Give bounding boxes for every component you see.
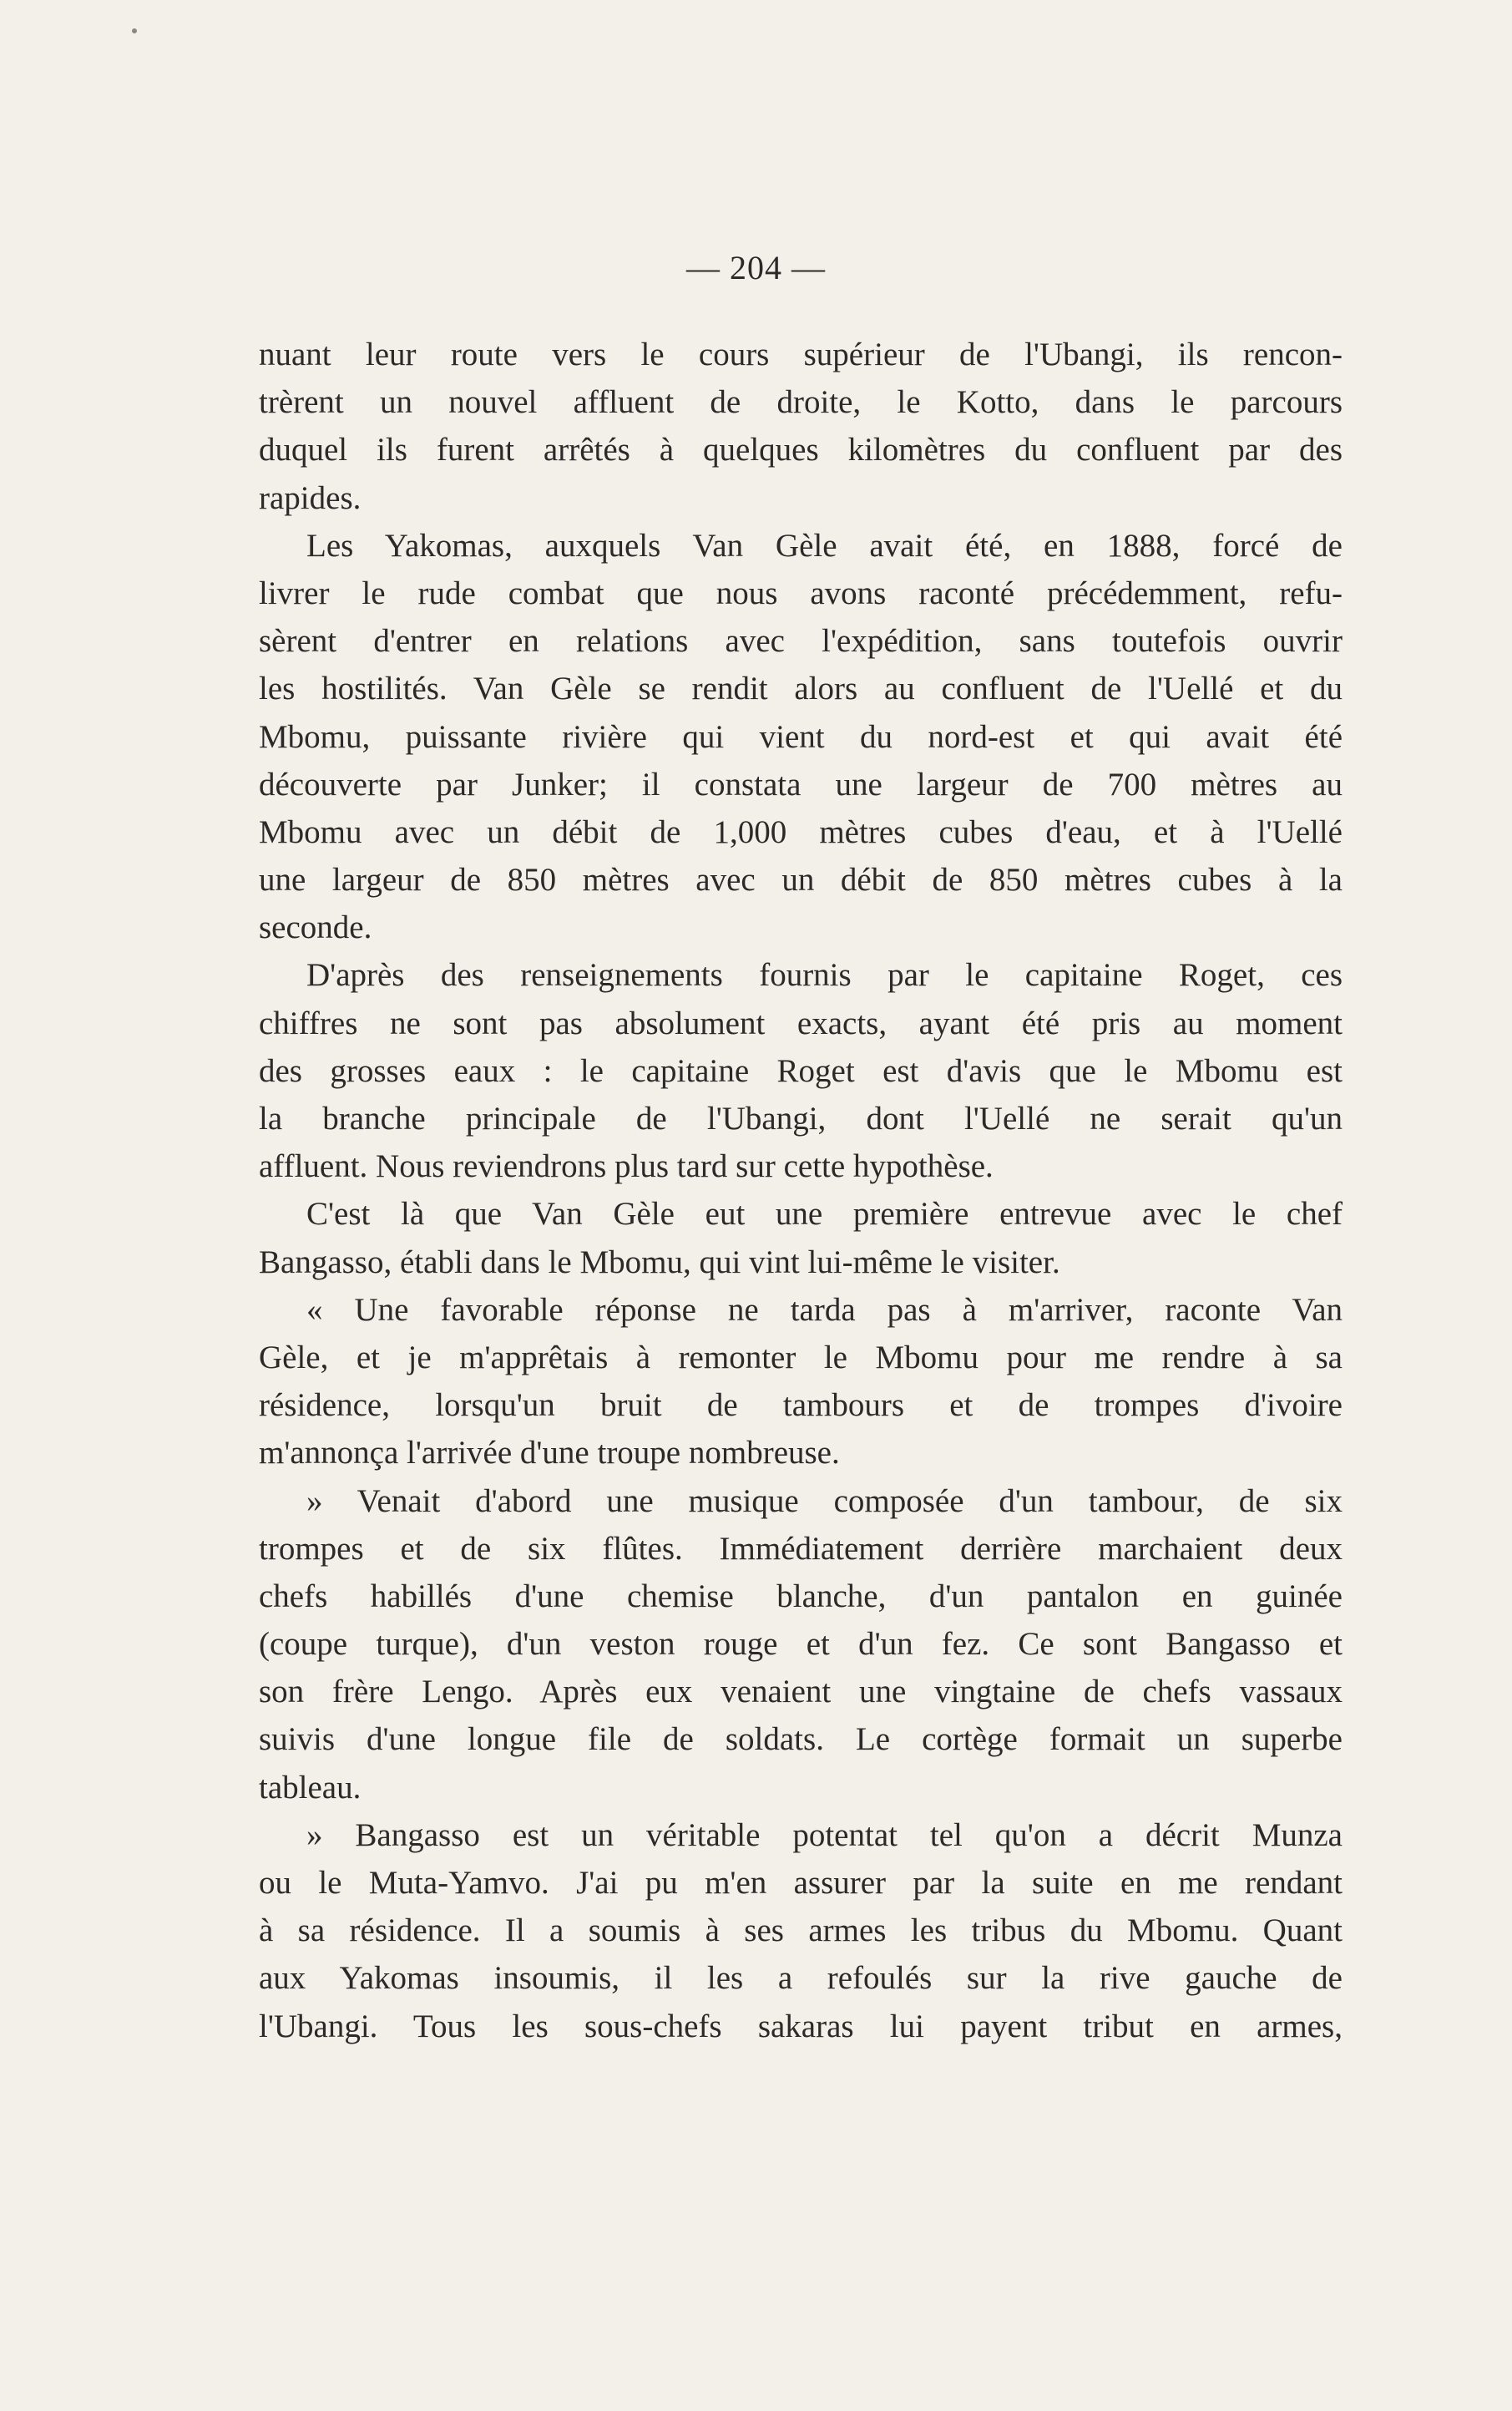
text-line: livrer le rude combat que nous avons raconté précédemment, refu- xyxy=(259,575,1343,611)
text-line: seconde. xyxy=(259,909,372,946)
text-line: à sa résidence. Il a soumis à ses armes les tribus du Mbomu. Quant xyxy=(259,1912,1343,1949)
text-line: » Venait d'abord une musique composée d'un tambour, de six xyxy=(306,1482,1343,1519)
text-line: ou le Muta-Yamvo. J'ai pu m'en assurer par la suite en me rendant xyxy=(259,1865,1343,1901)
text-line: D'après des renseignements fournis par le capitaine Roget, ces xyxy=(306,957,1343,994)
text-line: m'annonça l'arrivée d'une troupe nombreuse. xyxy=(259,1435,840,1471)
text-line: affluent. Nous reviendrons plus tard sur cette hypothèse. xyxy=(259,1148,994,1185)
text-line: « Une favorable réponse ne tarda pas à m'arriver, raconte Van xyxy=(306,1291,1343,1328)
text-line: découverte par Junker; il constata une largeur de 700 mètres au xyxy=(259,766,1343,803)
text-line: sèrent d'entrer en relations avec l'expédition, sans toutefois ouvrir xyxy=(259,623,1343,660)
text-line: Mbomu, puissante rivière qui vient du nord-est et qui avait été xyxy=(259,718,1343,755)
text-line: duquel ils furent arrêtés à quelques kilomètres du confluent par des xyxy=(259,432,1343,469)
text-line: une largeur de 850 mètres avec un débit de 850 mètres cubes à la xyxy=(259,862,1343,899)
text-line: Bangasso, établi dans le Mbomu, qui vint lui-même le visiter. xyxy=(259,1243,1060,1280)
body-text xyxy=(259,331,1343,2050)
text-line: suivis d'une longue file de soldats. Le cortège formait un superbe xyxy=(259,1721,1343,1758)
text-line: les hostilités. Van Gèle se rendit alors au confluent de l'Uellé et du xyxy=(259,671,1343,707)
paper-speck xyxy=(132,28,137,33)
text-line: l'Ubangi. Tous les sous-chefs sakaras lui payent tribut en armes, xyxy=(259,2008,1343,2044)
page-number: — 204 — xyxy=(686,249,826,286)
text-line: son frère Lengo. Après eux venaient une vingtaine de chefs vassaux xyxy=(259,1674,1343,1710)
text-line: aux Yakomas insoumis, il les a refoulés sur la rive gauche de xyxy=(259,1960,1343,1997)
text-line: C'est là que Van Gèle eut une première entrevue avec le chef xyxy=(306,1196,1343,1233)
text-line: rapides. xyxy=(259,479,362,516)
text-line: trèrent un nouvel affluent de droite, le Kotto, dans le parcours xyxy=(259,384,1343,421)
text-line: tableau. xyxy=(259,1769,362,1806)
text-line: Mbomu avec un débit de 1,000 mètres cubes d'eau, et à l'Uellé xyxy=(259,813,1343,850)
text-line: (coupe turque), d'un veston rouge et d'un fez. Ce sont Bangasso et xyxy=(259,1626,1343,1663)
text-line: des grosses eaux : le capitaine Roget est d'avis que le Mbomu est xyxy=(259,1052,1343,1089)
text-line: chiffres ne sont pas absolument exacts, ayant été pris au moment xyxy=(259,1005,1343,1041)
text-line: la branche principale de l'Ubangi, dont l'Uellé ne serait qu'un xyxy=(259,1101,1343,1137)
text-line: » Bangasso est un véritable potentat tel qu'on a décrit Munza xyxy=(306,1816,1343,1853)
text-line: chefs habillés d'une chemise blanche, d'un pantalon en guinée xyxy=(259,1578,1343,1614)
text-line: résidence, lorsqu'un bruit de tambours et de trompes d'ivoire xyxy=(259,1387,1343,1424)
text-line: Les Yakomas, auxquels Van Gèle avait été, en 1888, forcé de xyxy=(306,527,1343,564)
text-line: trompes et de six flûtes. Immédiatement derrière marchaient deux xyxy=(259,1530,1343,1567)
text-line: nuant leur route vers le cours supérieur de l'Ubangi, ils rencon- xyxy=(259,337,1343,372)
text-line: Gèle, et je m'apprêtais à remonter le Mbomu pour me rendre à sa xyxy=(259,1339,1343,1375)
